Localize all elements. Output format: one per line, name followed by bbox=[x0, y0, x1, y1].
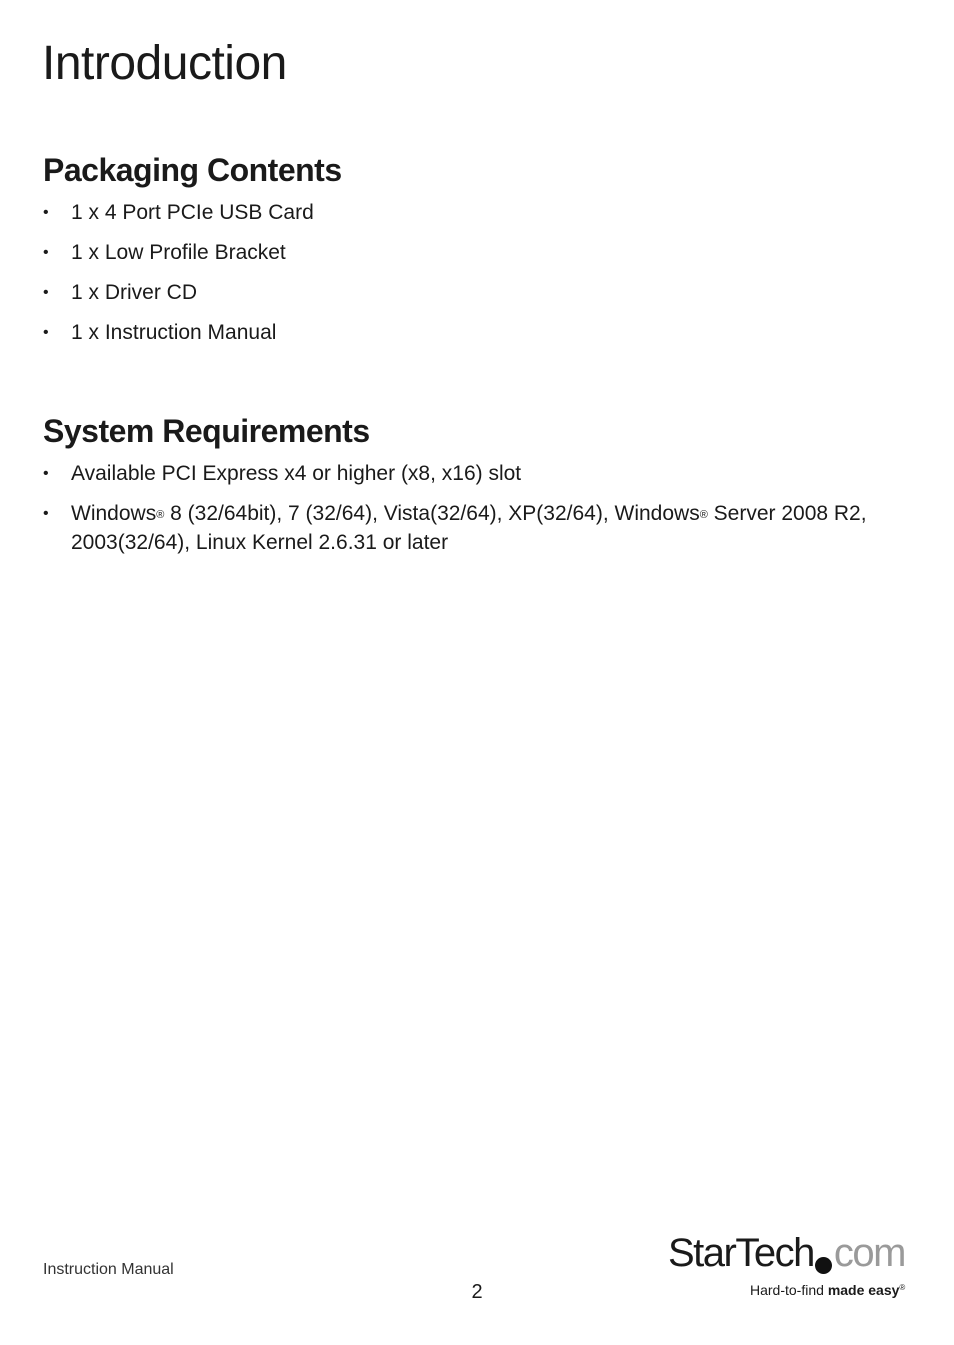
bullet-icon: • bbox=[43, 505, 49, 522]
list-item-text: Windows® 8 (32/64bit), 7 (32/64), Vista(32/64), XP(32/64), Windows® Server 2008 R2, 2003(32/64), Linux Kernel 2.6.31 or later bbox=[71, 502, 867, 554]
list-item bbox=[43, 318, 923, 347]
list-item-text: 1 x Low Profile Bracket bbox=[71, 241, 286, 264]
logo-brand: StarTech bbox=[668, 1231, 814, 1275]
list-item-text: 1 x 4 Port PCIe USB Card bbox=[71, 201, 314, 224]
packaging-contents-heading: Packaging Contents bbox=[43, 152, 342, 188]
logo-wordmark bbox=[668, 1230, 905, 1276]
bullet-icon: • bbox=[43, 204, 49, 221]
list-item bbox=[43, 459, 923, 488]
logo-dot-icon bbox=[815, 1257, 832, 1274]
footer-label: Instruction Manual bbox=[43, 1261, 174, 1278]
list-item bbox=[43, 238, 923, 267]
logo-tld: com bbox=[833, 1231, 905, 1275]
list-item-text: 1 x Driver CD bbox=[71, 281, 198, 304]
page-number: 2 bbox=[471, 1281, 483, 1303]
logo-tagline: Hard-to-find made easy® bbox=[750, 1282, 906, 1298]
list-item bbox=[43, 499, 923, 557]
system-requirements-heading: System Requirements bbox=[43, 413, 370, 449]
startech-logo bbox=[668, 1230, 918, 1310]
registered-mark: ® bbox=[156, 509, 165, 521]
packaging-contents-list bbox=[43, 198, 923, 358]
page-title: Introduction bbox=[42, 37, 287, 90]
list-item-text: Available PCI Express x4 or higher (x8, x16) slot bbox=[71, 462, 522, 485]
registered-mark: ® bbox=[699, 509, 708, 521]
list-item bbox=[43, 198, 923, 227]
bullet-icon: • bbox=[43, 324, 49, 341]
list-item bbox=[43, 278, 923, 307]
system-requirements-list bbox=[43, 459, 923, 568]
bullet-icon: • bbox=[43, 244, 49, 261]
list-item-text: 1 x Instruction Manual bbox=[71, 321, 277, 344]
bullet-icon: • bbox=[43, 284, 49, 301]
bullet-icon: • bbox=[43, 465, 49, 482]
